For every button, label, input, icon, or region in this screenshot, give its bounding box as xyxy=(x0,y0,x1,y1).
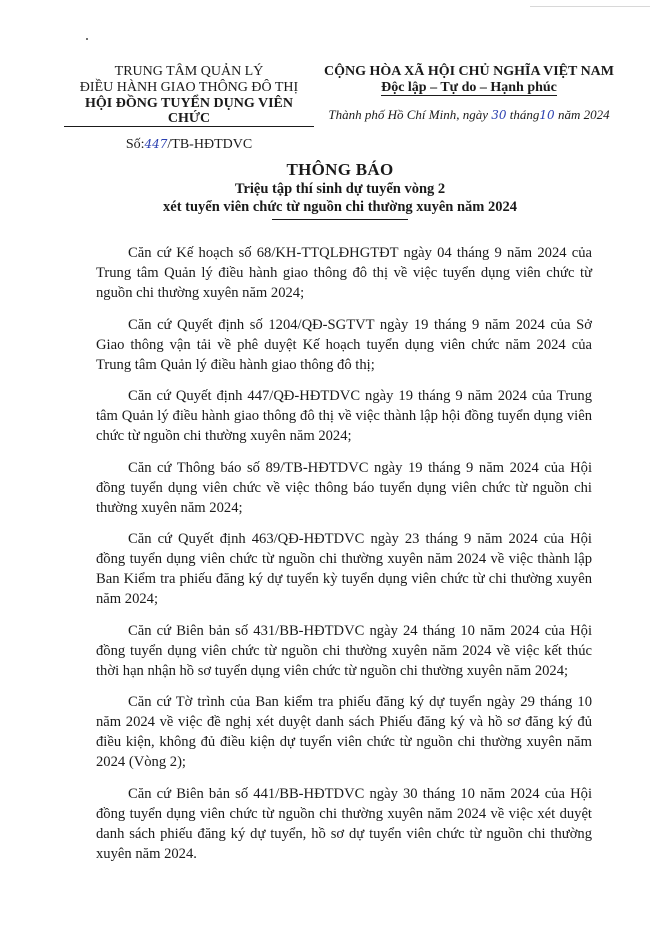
day-handwritten: 30 xyxy=(491,108,507,122)
motto-text: Độc lập – Tự do – Hạnh phúc xyxy=(381,80,557,95)
doc-no-handwritten: 447 xyxy=(144,137,168,151)
notice-title-block xyxy=(60,160,620,220)
scan-edge-line xyxy=(530,6,650,7)
notice-subtitle-1: Triệu tập thí sinh dự tuyển vòng 2 xyxy=(234,181,446,197)
motto-line xyxy=(316,80,622,96)
year-label: năm 2024 xyxy=(557,107,610,122)
issuing-agency-block xyxy=(64,64,314,153)
legal-basis-paragraph: Căn cứ Kế hoạch số 68/KH-TTQLĐHGTĐT ngày 04 tháng 9 năm 2024 của Trung tâm Quản lý điều hành giao thông đô thị về việc tuyển dụng viên chức từ nguồn chi thường xuyên năm 2024; xyxy=(96,245,592,301)
legal-basis-paragraph: Căn cứ Quyết định 447/QĐ-HĐTDVC ngày 19 tháng 9 năm 2024 của Trung tâm Quản lý điều hành giao thông đô thị về việc thành lập hội đồng tuyển dụng viên chức từ nguồn chi thường xuyên năm 2024; xyxy=(96,388,592,444)
legal-basis-paragraph: Căn cứ Biên bản số 441/BB-HĐTDVC ngày 30 tháng 10 năm 2024 của Hội đồng tuyển dụng viên chức từ nguồn chi thường xuyên năm 2024 về việc xét duyệt danh sách phiếu đăng ký dự tuyển, hồ sơ dự tuyển viên chức từ nguồn chi thường xuyên năm 2024. xyxy=(96,785,592,862)
title-underline xyxy=(272,219,408,220)
agency-line-2: ĐIỀU HÀNH GIAO THÔNG ĐÔ THỊ xyxy=(79,80,299,95)
month-handwritten: 10 xyxy=(539,108,555,122)
legal-basis-paragraph: Căn cứ Thông báo số 89/TB-HĐTDVC ngày 19 tháng 9 năm 2024 của Hội đồng tuyển dụng viên chức về việc thông báo tuyển dụng viên chức từ nguồn chi thường xuyên năm 2024; xyxy=(96,459,592,516)
council-name-text: HỘI ĐỒNG TUYỂN DỤNG VIÊN CHỨC xyxy=(64,96,314,127)
notice-body xyxy=(96,243,592,875)
doc-no-prefix: Số: xyxy=(125,137,145,152)
agency-line-1: TRUNG TÂM QUẢN LÝ xyxy=(114,64,264,79)
document-number xyxy=(64,136,314,153)
legal-basis-paragraph: Căn cứ Quyết định 463/QĐ-HĐTDVC ngày 23 tháng 9 năm 2024 của Hội đồng tuyển dụng viên chức từ nguồn chi thường xuyên năm 2024 về việc thành lập Ban Kiểm tra phiếu đăng ký dự tuyển kỳ tuyển dụng viên chức từ chi thường xuyên năm 2024; xyxy=(96,531,592,607)
place-date-prefix: Thành phố Hồ Chí Minh, ngày xyxy=(328,107,489,122)
legal-basis-paragraph: Căn cứ Tờ trình của Ban kiểm tra phiếu đăng ký dự tuyển ngày 29 tháng 10 năm 2024 về việc đề nghị xét duyệt danh sách Phiếu đăng ký và hồ sơ đăng ký đủ điều kiện, không đủ điều kiện dự tuyển viên chức từ nguồn chi thường xuyên năm 2024 (Vòng 2); xyxy=(96,694,592,770)
country-name: CỘNG HÒA XÃ HỘI CHỦ NGHĨA VIỆT NAM xyxy=(323,64,614,79)
month-label: tháng xyxy=(509,107,540,122)
national-header-block xyxy=(316,64,622,123)
notice-subtitle-2: xét tuyển viên chức từ nguồn chi thường xuyên năm 2024 xyxy=(163,199,517,215)
notice-title: THÔNG BÁO xyxy=(286,160,394,179)
council-name xyxy=(64,96,314,127)
doc-no-suffix: /TB-HĐTDVC xyxy=(167,137,253,152)
legal-basis-paragraph: Căn cứ Biên bản số 431/BB-HĐTDVC ngày 24 tháng 10 năm 2024 của Hội đồng tuyển dụng viên chức từ nguồn chi thường xuyên năm 2024 về việc kết thúc thời hạn nhận hồ sơ tuyển dụng viên chức từ nguồn chi thường xuyên năm 2024; xyxy=(96,622,592,679)
legal-basis-paragraph: Căn cứ Quyết định số 1204/QĐ-SGTVT ngày 19 tháng 9 năm 2024 của Sở Giao thông vận tải về phê duyệt Kế hoạch tuyển dụng viên chức năm 2024 của Trung tâm Quản lý điều hành giao thông đô thị; xyxy=(96,316,592,373)
place-date xyxy=(316,107,622,123)
scan-dot xyxy=(86,38,88,40)
